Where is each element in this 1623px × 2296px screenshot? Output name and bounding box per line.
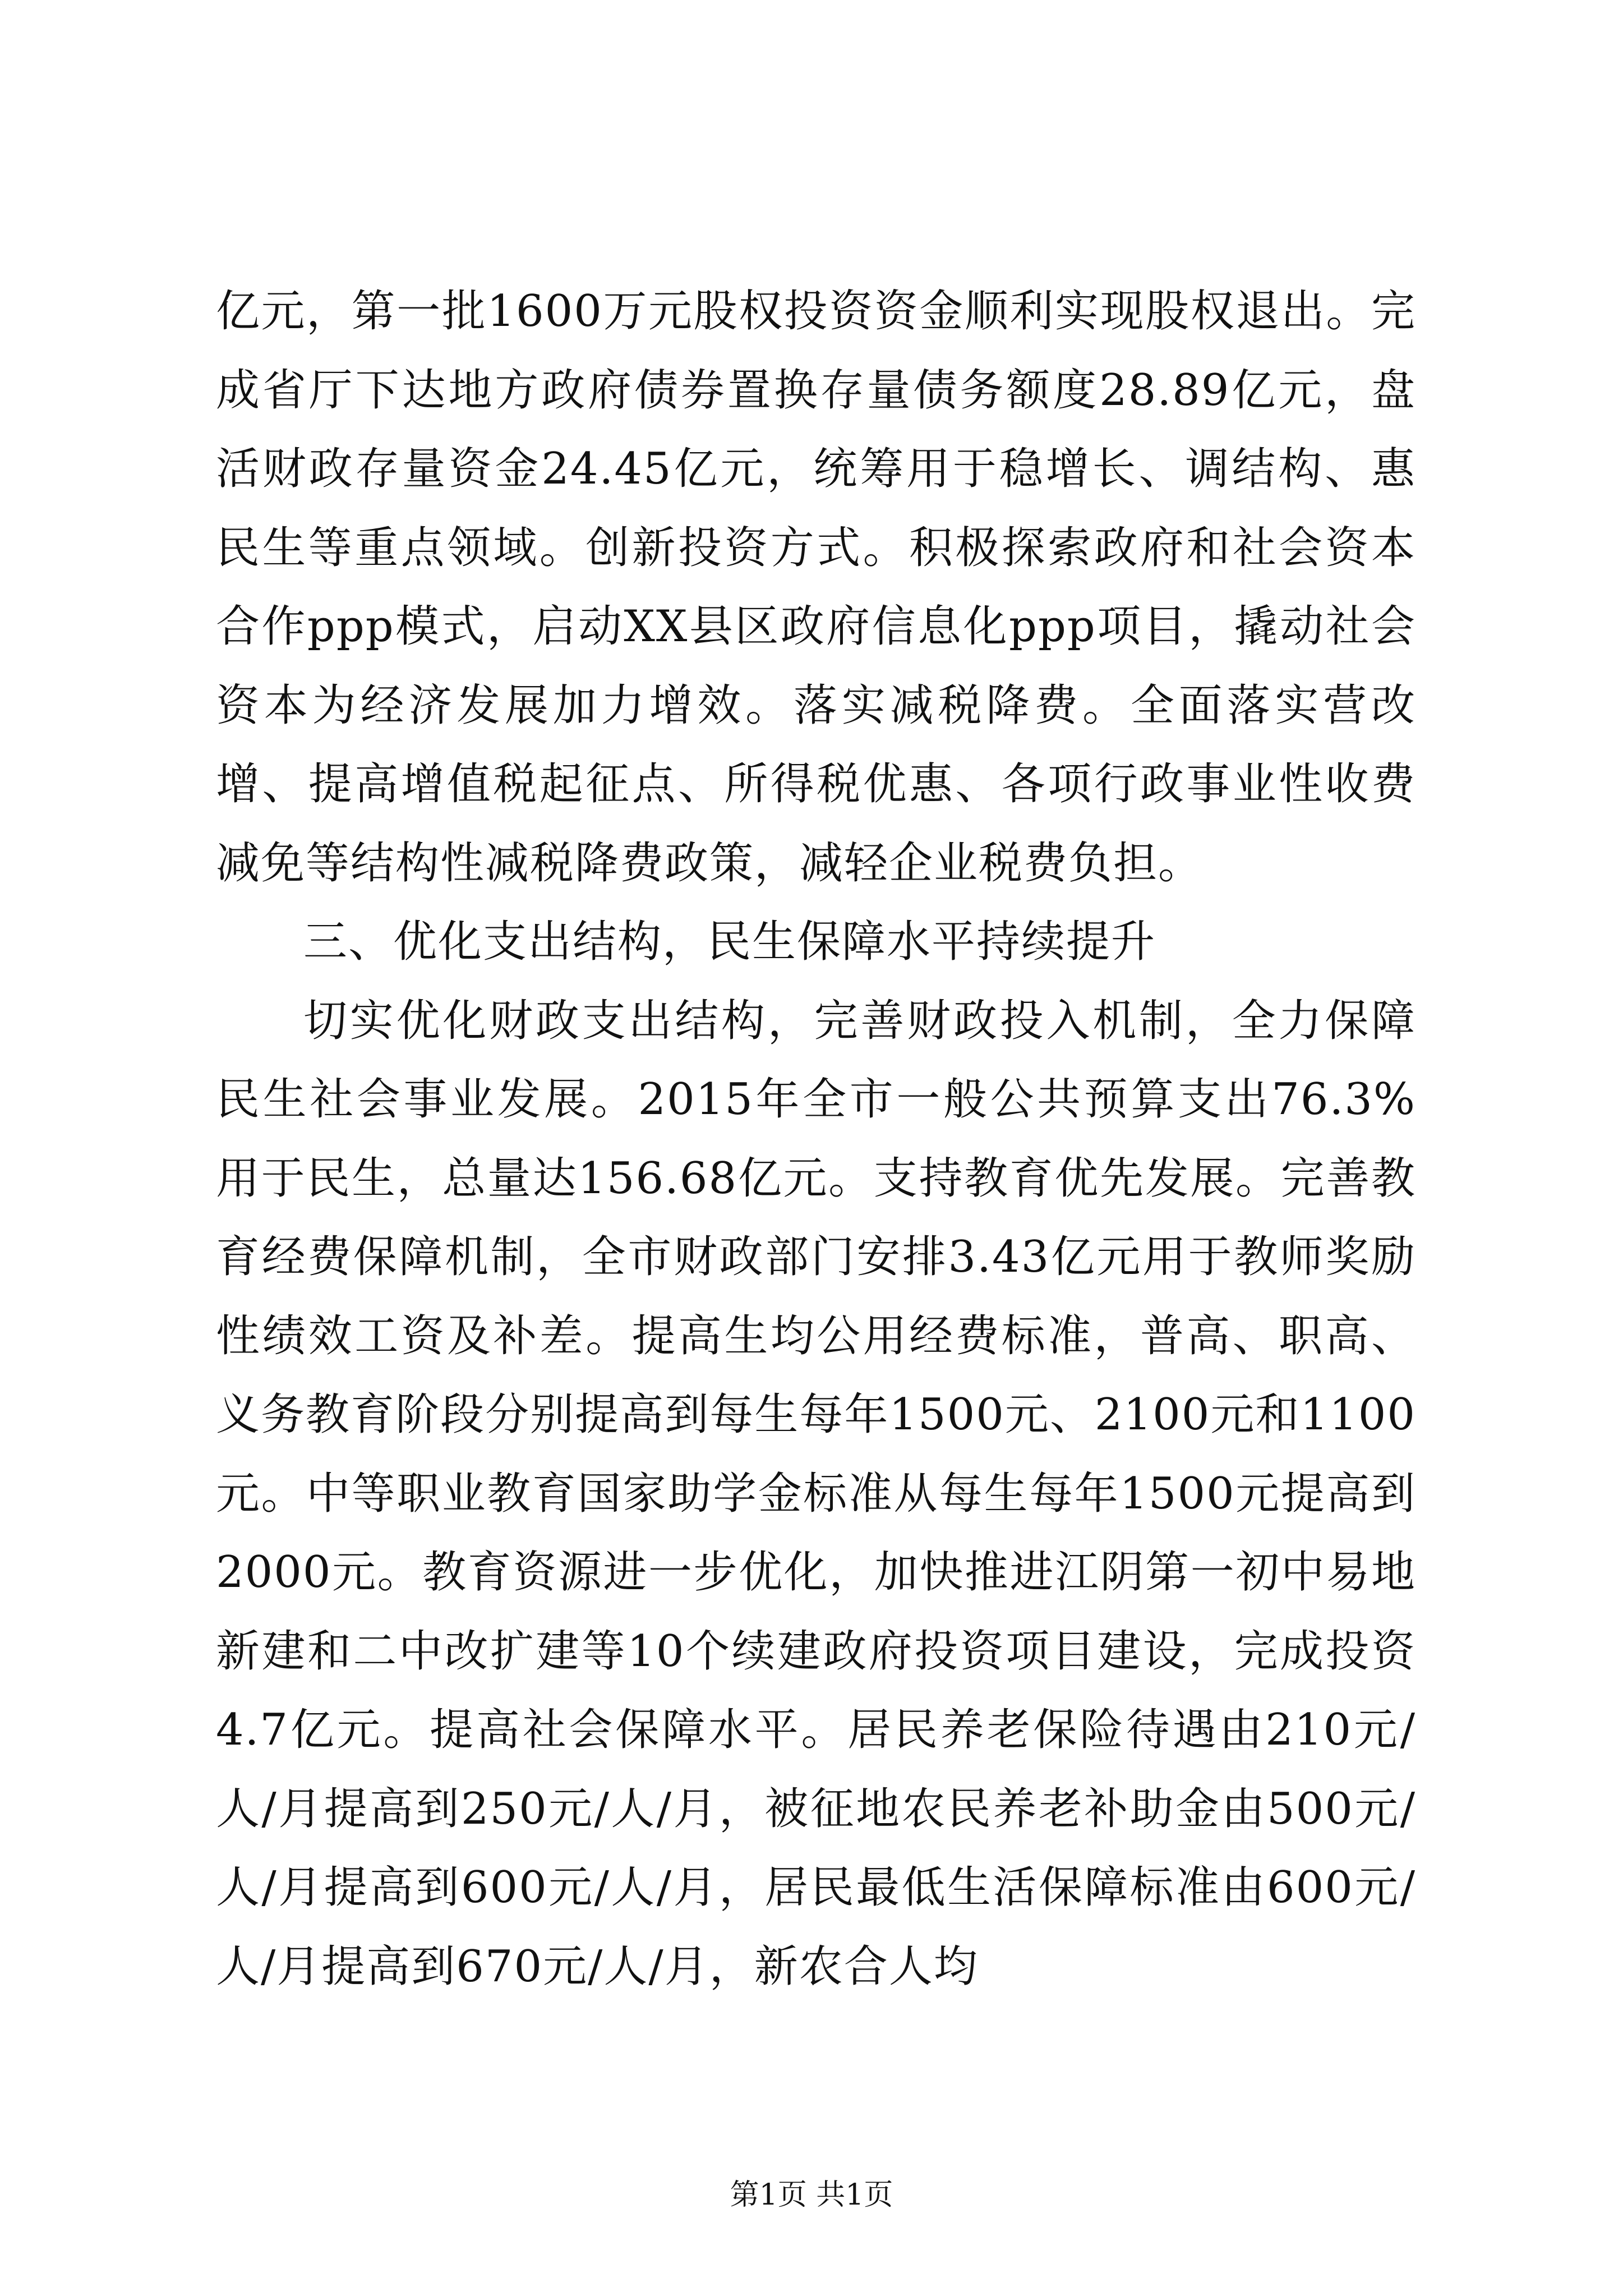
- section-heading: 三、优化支出结构，民生保障水平持续提升: [303, 917, 1156, 967]
- page-footer: 第1页 共1页: [730, 2178, 893, 2212]
- document-body: [216, 272, 1416, 2006]
- paragraph-body: 切实优化财政支出结构，完善财政投入机制，全力保障民生社会事业发展。2015年全市一般公共预算支出76.3%用于民生，总量达156.68亿元。支持教育优先发展。完善教育经费保障机制，全市财政部门安排3.43亿元用于教师奖励性绩效工资及补差。提高生均公用经费标准，普高、职高、义务教育阶段分别提高到每生每年1500元、2100元和1100元。中等职业教育国家助学金标准从每生每年1500元提高到2000元。教育资源进一步优化，加快推进江阴第一初中易地新建和二中改扩建等10个续建政府投资项目建设，完成投资4.7亿元。提高社会保障水平。居民养老保险待遇由210元/人/月提高到250元/人/月，被征地农民养老补助金由500元/人/月提高到600元/人/月，居民最低生活保障标准由600元/人/月提高到670元/人/月，新农合人均: [216, 995, 1416, 1992]
- paragraph-continuation: 亿元，第一批1600万元股权投资资金顺利实现股权退出。完成省厅下达地方政府债券置换存量债务额度28.89亿元，盘活财政存量资金24.45亿元，统筹用于稳增长、调结构、惠民生等重点领域。创新投资方式。积极探索政府和社会资本合作ppp模式，启动XX县区政府信息化ppp项目，撬动社会资本为经济发展加力增效。落实减税降费。全面落实营改增、提高增值税起征点、所得税优惠、各项行政事业性收费减免等结构性减税降费政策，减轻企业税费负担。: [216, 286, 1416, 889]
